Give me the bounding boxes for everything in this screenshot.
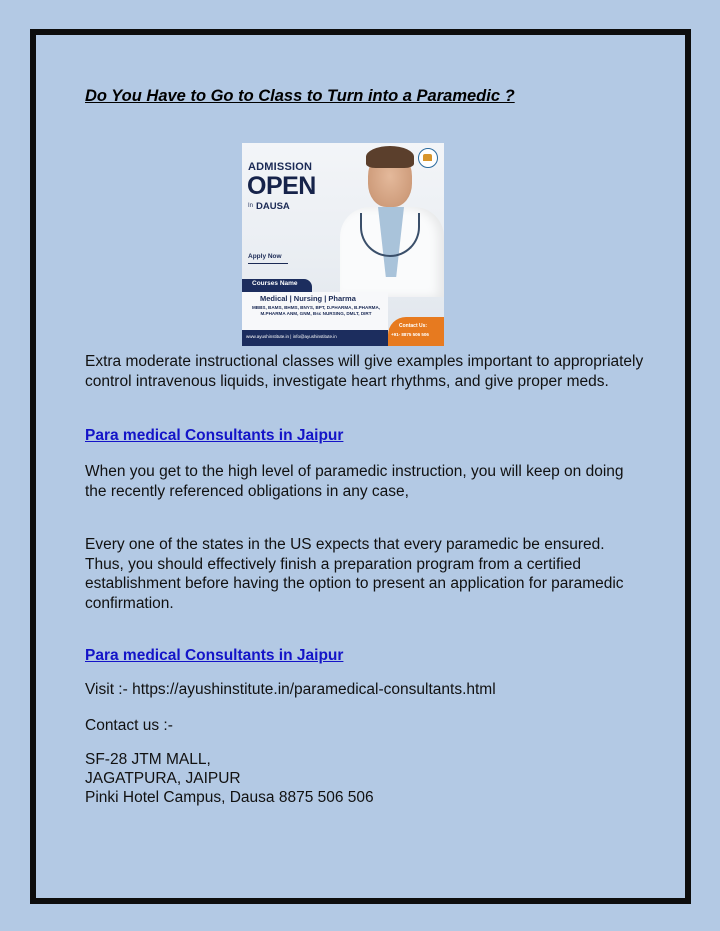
- document-title: Do You Have to Go to Class to Turn into a Paramedic ?: [85, 87, 515, 105]
- admission-ad-image: [242, 143, 444, 346]
- visit-line: Visit :- https://ayushinstitute.in/paramedical-consultants.html: [85, 681, 496, 698]
- ad-footer-text: www.ayushinstitute.in | info@ayushinstitute.in: [246, 334, 337, 339]
- paragraph-1: Extra moderate instructional classes will give examples important to appropriately control intravenous liquids, investigate heart rhythms, and give proper meds.: [85, 353, 644, 390]
- ad-contact-label: Contact Us:: [399, 323, 428, 329]
- address-line-3: Pinki Hotel Campus, Dausa 8875 506 506: [85, 789, 374, 806]
- doctor-hair: [366, 146, 414, 168]
- contact-label: Contact us :-: [85, 717, 173, 734]
- ad-apply-underline: [248, 263, 288, 264]
- consultants-link-2[interactable]: Para medical Consultants in Jaipur: [85, 647, 344, 664]
- ad-city-text: DAUSA: [256, 201, 290, 212]
- ad-course-list: MBBS, BAMS, BHMS, BNYS, BPT, D.PHARMA, B.PHARMA, M.PHARMA ANM, GNM, Bsc NURSING, DMLT, DIRT: [251, 305, 381, 316]
- ad-in-text: In: [248, 203, 254, 209]
- consultants-link-1[interactable]: Para medical Consultants in Jaipur: [85, 427, 344, 444]
- institute-logo-icon: [418, 148, 438, 168]
- ad-open-text: OPEN: [247, 172, 316, 200]
- paragraph-3: Every one of the states in the US expects that every paramedic be ensured. Thus, you should effectively finish a preparation program from a certified establishment before having the option to present an application for paramedic confirmation.: [85, 536, 624, 612]
- ad-admission-text: ADMISSION: [248, 161, 313, 173]
- address-line-1: SF-28 JTM MALL,: [85, 751, 211, 768]
- ad-course-categories: Medical | Nursing | Pharma: [260, 294, 356, 303]
- ad-courses-label: Courses Name: [252, 280, 298, 287]
- address-line-2: JAGATPURA, JAIPUR: [85, 770, 241, 787]
- ad-apply-text: Apply Now: [248, 253, 282, 260]
- paragraph-2: When you get to the high level of paramedic instruction, you will keep on doing the recently referenced obligations in any case,: [85, 463, 624, 500]
- ad-contact-number: +91- 8875 506 506: [391, 332, 429, 337]
